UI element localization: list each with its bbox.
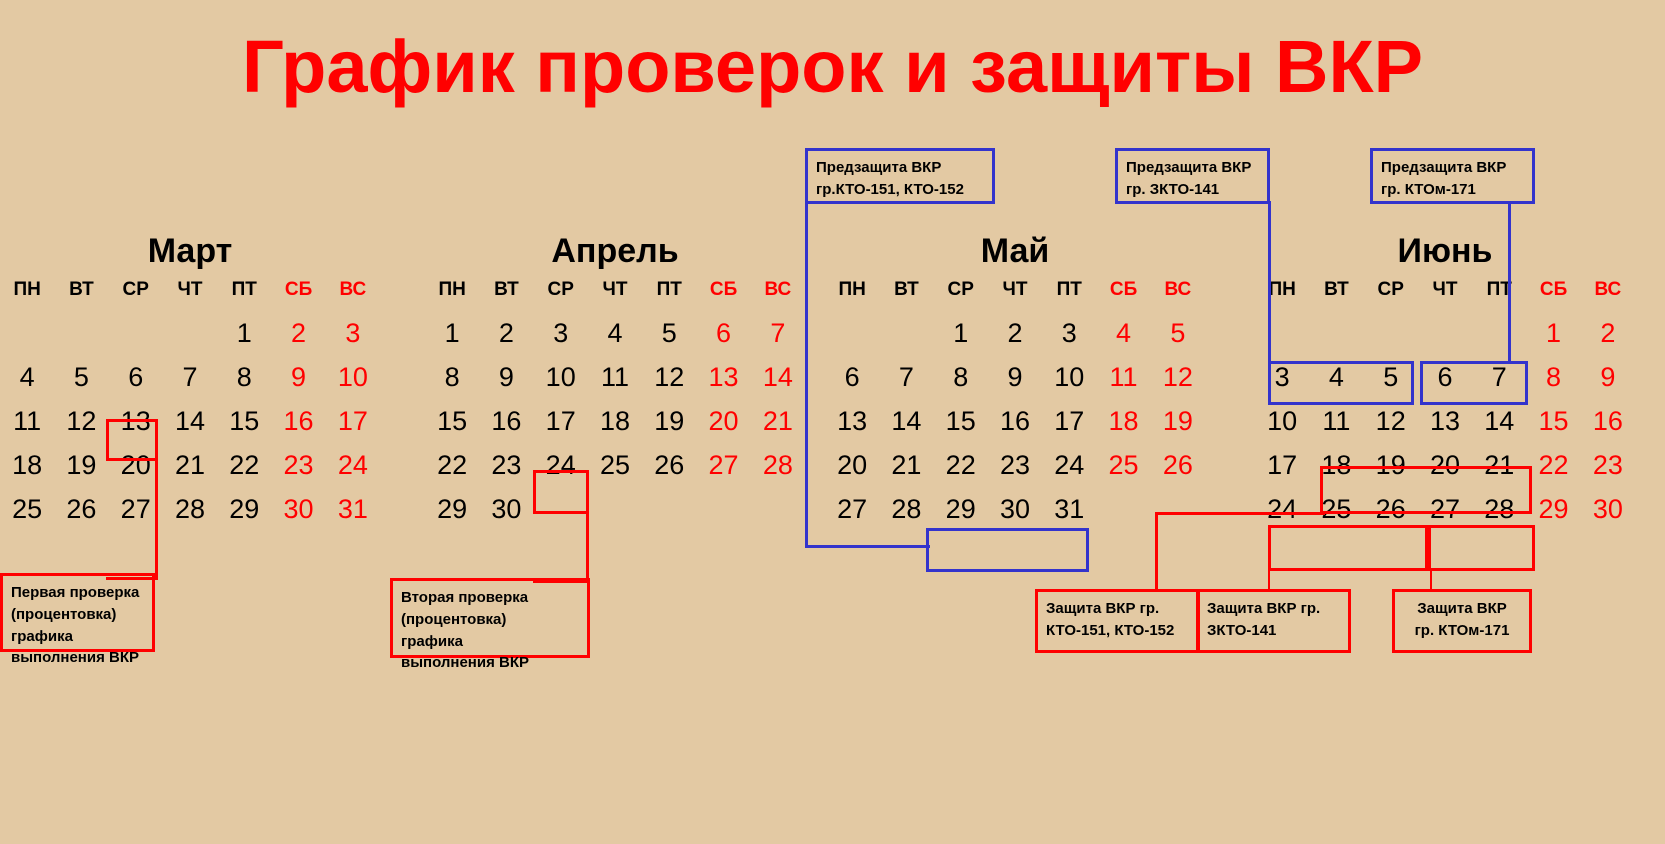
month-grid-june (1255, 279, 1635, 527)
calendar-day[interactable]: 4 (19, 362, 35, 392)
calendar-day[interactable]: 2 (1007, 318, 1023, 348)
calendar-day[interactable]: 11 (13, 406, 42, 436)
calendar-day[interactable]: 2 (498, 318, 514, 348)
note-line: графика (11, 627, 73, 645)
weekday-header: ПТ (1486, 279, 1512, 300)
calendar-month-may (825, 232, 1205, 527)
calendar-day[interactable]: 25 (599, 450, 631, 480)
calendar-day[interactable]: 12 (1375, 406, 1406, 436)
note-line: Защита ВКР гр. (1207, 600, 1321, 617)
weekday-header: ПН (13, 279, 41, 300)
calendar-day[interactable]: 2 (1600, 318, 1616, 348)
calendar-day[interactable]: 3 (553, 318, 569, 348)
calendar-day[interactable]: 14 (1484, 406, 1515, 436)
calendar-day[interactable]: 21 (1484, 450, 1515, 480)
calendar-day[interactable]: 20 (837, 450, 868, 480)
note-predefence-kto151-152 (805, 148, 995, 204)
calendar-day[interactable]: 6 (844, 362, 860, 392)
weekday-header: ВТ (894, 279, 919, 300)
weekday-header: ПН (1268, 279, 1296, 300)
calendar-cell-empty (825, 315, 879, 351)
calendar-cell-empty (1418, 315, 1472, 351)
calendar-day[interactable]: 7 (770, 318, 786, 348)
weekday-header: ВС (1164, 279, 1192, 300)
calendar-day[interactable]: 30 (283, 494, 314, 524)
calendar-day[interactable]: 21 (762, 406, 793, 436)
calendar-month-march (0, 232, 380, 527)
calendar-day[interactable]: 16 (491, 406, 522, 436)
note-line: Предзащита ВКР (816, 159, 942, 176)
calendar-day[interactable]: 16 (283, 406, 314, 436)
calendar-day[interactable]: 15 (437, 406, 468, 436)
calendar-day[interactable]: 19 (1162, 406, 1193, 436)
weekday-header: СР (1377, 279, 1404, 300)
note-defence-kto151-152 (1035, 589, 1200, 653)
month-title-april: Апрель (551, 232, 679, 270)
calendar-day[interactable]: 4 (1328, 362, 1344, 392)
calendar-day[interactable]: 5 (73, 362, 89, 392)
calendar-day[interactable]: 17 (337, 406, 368, 436)
calendar-day[interactable]: 8 (1546, 362, 1562, 392)
calendar-day[interactable]: 10 (1267, 406, 1298, 436)
calendar-day[interactable]: 8 (444, 362, 460, 392)
calendar-day[interactable]: 25 (12, 494, 43, 524)
month-title-march: Март (147, 232, 233, 270)
calendar-day[interactable]: 11 (1322, 406, 1351, 436)
calendar-day[interactable]: 15 (1538, 406, 1569, 436)
calendar-day[interactable]: 27 (837, 494, 868, 524)
weekday-header: ВС (1594, 279, 1622, 300)
calendar-day[interactable]: 5 (1383, 362, 1399, 392)
calendar-day[interactable]: 6 (1437, 362, 1453, 392)
calendar-cell-empty (879, 315, 933, 351)
calendar-cell-empty (1472, 315, 1526, 351)
calendar-day[interactable]: 10 (545, 362, 576, 392)
calendar-cell-empty (109, 315, 163, 351)
note-line: (процентовка) (401, 610, 507, 628)
connector-defence-zkto141 (1268, 568, 1270, 590)
calendar-day[interactable]: 13 (1429, 406, 1461, 436)
calendar-day[interactable]: 18 (599, 406, 631, 436)
note-line: выполнения ВКР (401, 654, 530, 672)
calendar-cell-empty (54, 315, 108, 351)
calendar-day[interactable]: 10 (1054, 362, 1085, 392)
highlight-box-june-27-28 (1428, 525, 1535, 571)
calendar-day[interactable]: 1 (236, 318, 252, 348)
calendar-day[interactable]: 28 (174, 494, 206, 524)
weekday-header: СР (122, 279, 149, 300)
calendar-cell-empty (1309, 315, 1363, 351)
calendar-day[interactable]: 11 (1109, 362, 1138, 392)
note-line: КТО-151, КТО-152 (1046, 621, 1175, 639)
calendar-day[interactable]: 7 (1491, 362, 1507, 392)
calendar-day[interactable]: 21 (174, 450, 206, 480)
calendar-day[interactable]: 29 (945, 494, 976, 524)
calendar-day[interactable]: 12 (1162, 362, 1193, 392)
month-grid-may (825, 279, 1205, 527)
calendar-day[interactable]: 20 (708, 406, 739, 436)
note-line: гр.КТО-151, КТО-152 (816, 180, 964, 198)
note-line: графика (401, 632, 463, 650)
note-line: Предзащита ВКР (1381, 159, 1507, 176)
highlight-box-june-24-26 (1268, 525, 1428, 571)
calendar-day[interactable]: 17 (545, 406, 576, 436)
calendar-day[interactable]: 9 (1600, 362, 1616, 392)
calendar-day[interactable]: 29 (1538, 494, 1569, 524)
calendar-day[interactable]: 22 (1538, 450, 1569, 480)
weekday-header: СР (547, 279, 574, 300)
calendar-day[interactable]: 13 (837, 406, 868, 436)
calendar-day[interactable]: 13 (708, 362, 739, 392)
calendar-day[interactable]: 5 (661, 318, 677, 348)
calendar-day[interactable]: 28 (891, 494, 922, 524)
calendar-day[interactable]: 25 (1108, 450, 1139, 480)
calendar-day[interactable]: 21 (891, 450, 922, 480)
calendar-day[interactable]: 24 (1267, 494, 1298, 524)
calendar-day[interactable]: 24 (545, 450, 576, 480)
note-defence-ktom171 (1392, 589, 1532, 653)
weekday-header: СР (947, 279, 974, 300)
calendar-day[interactable]: 1 (1546, 318, 1562, 348)
calendar-day[interactable]: 22 (437, 450, 468, 480)
note-defence-zkto141 (1196, 589, 1351, 653)
month-grid-april (425, 279, 805, 527)
calendar-day[interactable]: 3 (1061, 318, 1077, 348)
calendar-day[interactable]: 18 (1321, 450, 1352, 480)
weekday-header: ЧТ (602, 279, 628, 300)
note-line: (процентовка) (11, 605, 117, 623)
weekday-header: ПТ (1056, 279, 1082, 300)
calendar-cell-empty (163, 315, 217, 351)
month-title-may: Май (980, 232, 1050, 270)
calendar-day[interactable]: 19 (654, 406, 685, 436)
calendar-day[interactable]: 6 (716, 318, 732, 348)
note-line: Защита ВКР гр. (1046, 600, 1160, 617)
calendar-day[interactable]: 18 (1108, 406, 1139, 436)
calendar-day[interactable]: 18 (12, 450, 43, 480)
calendar-day[interactable]: 7 (898, 362, 914, 392)
weekday-header: ВТ (494, 279, 519, 300)
weekday-header: СБ (284, 279, 313, 300)
calendar-day[interactable]: 14 (762, 362, 793, 392)
calendar-day[interactable]: 17 (1054, 406, 1085, 436)
weekday-header: ПН (838, 279, 866, 300)
month-title-june: Июнь (1397, 232, 1493, 270)
calendar-day[interactable]: 12 (66, 406, 97, 436)
calendar-month-june (1255, 232, 1635, 527)
note-second-check (390, 578, 590, 672)
note-line: ЗКТО-141 (1207, 621, 1277, 639)
calendar-day[interactable]: 10 (337, 362, 368, 392)
calendar-day[interactable]: 12 (654, 362, 685, 392)
note-predefence-ktom171 (1370, 148, 1535, 204)
connector-defence-ktom171 (1430, 568, 1432, 590)
calendar-day[interactable]: 20 (120, 450, 151, 480)
calendar-day[interactable]: 23 (999, 450, 1031, 480)
weekday-header: ЧТ (1432, 279, 1458, 300)
calendar-day[interactable]: 17 (1267, 450, 1298, 480)
calendar-day[interactable]: 9 (1007, 362, 1023, 392)
calendar-day[interactable]: 9 (291, 362, 307, 392)
weekday-header: ЧТ (1002, 279, 1028, 300)
calendar-day[interactable]: 16 (1592, 406, 1623, 436)
calendar-day[interactable]: 31 (1054, 494, 1085, 524)
calendar-day[interactable]: 30 (491, 494, 522, 524)
calendar-month-april (425, 232, 805, 527)
calendar-day[interactable]: 4 (1116, 318, 1132, 348)
note-line: гр. КТОм-171 (1414, 621, 1510, 639)
weekday-header: ЧТ (177, 279, 203, 300)
calendar-day[interactable]: 2 (291, 318, 307, 348)
calendar-day[interactable]: 29 (437, 494, 468, 524)
weekday-header: ВТ (69, 279, 94, 300)
note-line: Защита ВКР (1417, 600, 1507, 617)
calendar-day[interactable]: 7 (182, 362, 198, 392)
calendar-day[interactable]: 30 (1592, 494, 1623, 524)
calendar-day[interactable]: 26 (654, 450, 685, 480)
note-line: Первая проверка (11, 584, 140, 601)
calendar-day[interactable]: 25 (1321, 494, 1352, 524)
calendar-day[interactable]: 28 (1484, 494, 1515, 524)
calendar-day[interactable]: 11 (600, 362, 629, 392)
note-line: гр. ЗКТО-141 (1126, 180, 1220, 198)
calendar-day[interactable]: 27 (1429, 494, 1461, 524)
calendar-day[interactable]: 14 (174, 406, 206, 436)
calendar-day[interactable]: 15 (945, 406, 976, 436)
note-predefence-zkto141 (1115, 148, 1270, 204)
calendar-cell-empty (1255, 315, 1309, 351)
note-line: Вторая проверка (401, 589, 529, 606)
calendar-day[interactable]: 23 (1592, 450, 1623, 480)
calendar-day[interactable]: 28 (762, 450, 793, 480)
note-line: гр. КТОм-171 (1381, 180, 1476, 198)
calendar-day[interactable]: 30 (999, 494, 1031, 524)
calendar-day[interactable]: 27 (708, 450, 739, 480)
calendar-day[interactable]: 31 (337, 494, 368, 524)
calendar-day[interactable]: 16 (999, 406, 1031, 436)
calendar-cell-empty (1364, 315, 1418, 351)
weekday-header: СБ (709, 279, 738, 300)
weekday-header: ВС (764, 279, 792, 300)
weekday-header: ВТ (1324, 279, 1349, 300)
weekday-header: ПТ (656, 279, 682, 300)
calendar-day[interactable]: 8 (236, 362, 252, 392)
calendar-day[interactable]: 26 (1375, 494, 1406, 524)
note-line: выполнения ВКР (11, 649, 140, 667)
calendar-day[interactable]: 23 (283, 450, 314, 480)
calendar-day[interactable]: 5 (1170, 318, 1186, 348)
calendar-day[interactable]: 24 (337, 450, 368, 480)
calendar-day[interactable]: 15 (229, 406, 260, 436)
calendar-day[interactable]: 4 (607, 318, 623, 348)
highlight-box-may-29-31 (926, 528, 1089, 572)
calendar-day[interactable]: 24 (1054, 450, 1085, 480)
calendar-day[interactable]: 19 (66, 450, 97, 480)
month-grid-march (0, 279, 380, 527)
note-line: Предзащита ВКР (1126, 159, 1252, 176)
calendar-day[interactable]: 29 (229, 494, 260, 524)
calendar-day[interactable]: 9 (498, 362, 514, 392)
calendar-day[interactable]: 27 (120, 494, 151, 524)
calendar-day[interactable]: 13 (120, 406, 151, 436)
calendar-day[interactable]: 1 (444, 318, 460, 348)
weekday-header: ПН (438, 279, 466, 300)
calendar-day[interactable]: 26 (66, 494, 97, 524)
calendar-day[interactable]: 3 (345, 318, 361, 348)
calendar-day[interactable]: 1 (953, 318, 969, 348)
calendar-day[interactable]: 8 (953, 362, 969, 392)
calendar-day[interactable]: 23 (491, 450, 522, 480)
weekday-header: ВС (339, 279, 367, 300)
calendar-cell-empty (0, 315, 54, 351)
page-title: График проверок и защиты ВКР (241, 25, 1423, 108)
calendar-day[interactable]: 20 (1429, 450, 1461, 480)
calendar-day[interactable]: 22 (945, 450, 976, 480)
calendar-day[interactable]: 22 (229, 450, 260, 480)
note-first-check (0, 573, 155, 667)
calendar-day[interactable]: 19 (1375, 450, 1406, 480)
weekday-header: СБ (1109, 279, 1138, 300)
weekday-header: СБ (1539, 279, 1568, 300)
calendar-day[interactable]: 14 (891, 406, 922, 436)
calendar-day[interactable]: 3 (1274, 362, 1290, 392)
weekday-header: ПТ (231, 279, 257, 300)
calendar-day[interactable]: 26 (1162, 450, 1193, 480)
calendar-day[interactable]: 6 (128, 362, 144, 392)
